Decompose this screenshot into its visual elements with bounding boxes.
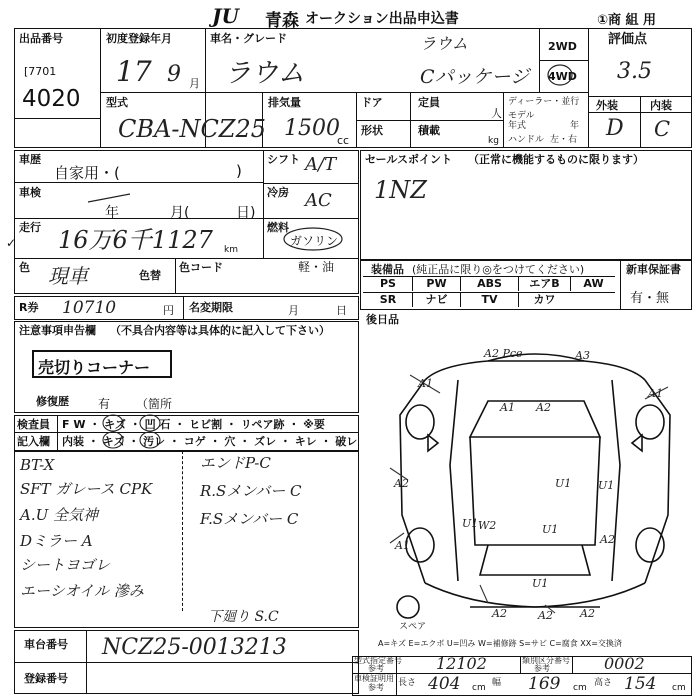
displacement-value: 1500 (284, 116, 340, 141)
warranty-value: 有・無 (630, 291, 670, 306)
inspector-note: エンドP-C (200, 454, 271, 472)
length-label: 長さ (398, 678, 417, 688)
lot-number-label: 出品番号 (19, 32, 63, 45)
inspector-note: A.U 全気神 (20, 506, 99, 524)
history-close: ) (236, 162, 242, 180)
equipment-label: 装備品 (371, 263, 404, 276)
damage-mark: U1 (542, 523, 559, 536)
inspector-note: BT-X (20, 456, 55, 474)
damage-mark: U1 (532, 577, 549, 590)
type-num-value: 12102 (436, 654, 487, 673)
stamp-text: 売切りコーナー (38, 358, 151, 377)
seat-label: ①商 組 用 (597, 13, 657, 28)
cert-label: 車検証明用 (354, 674, 394, 683)
recycle-label: R券 (19, 301, 39, 314)
height-value: 154 (624, 674, 657, 694)
first-reg-month: 9 (167, 62, 181, 87)
inspection-day-unit: 日) (236, 205, 256, 221)
checklist-label-1: 検査員 (17, 418, 50, 431)
dealer-label: ディーラー・並行 (508, 97, 580, 107)
equipment-item: ABS (460, 277, 518, 291)
capacity-label: 定員 (418, 96, 440, 109)
equipment-item: ナビ (412, 293, 460, 307)
rating-int-value: C (654, 117, 671, 141)
damage-mark: A2 (492, 607, 507, 620)
damage-mark: A2 (580, 607, 595, 620)
reg-number-label: 登録番号 (24, 672, 68, 685)
equipment-note: (純正品に限り◎をつけてください) (412, 263, 585, 276)
damage-mark: A1 (395, 539, 410, 552)
drive-4wd: 4WD (548, 70, 577, 83)
history-value: 自家用・( (54, 164, 120, 182)
damage-mark: A1 (418, 377, 433, 390)
damage-mark: A3 (575, 349, 590, 362)
equipment-item: PW (412, 277, 460, 291)
kg-unit: kg (488, 136, 499, 146)
color-label: 色 (19, 261, 30, 274)
color-shade-label: 色替 (139, 269, 161, 282)
damage-mark: U1 (598, 479, 615, 492)
fuel-label: 燃料 (267, 221, 289, 234)
class-label: 類別区分番号 (522, 656, 570, 665)
checklist-row-2: 内装 ・ キズ ・ 汚レ ・ コゲ ・ 穴 ・ ズレ ・ キレ ・ 破レ (62, 435, 358, 448)
deadline-day: 日 (336, 304, 347, 317)
mileage-value: 16万6千1127 (58, 226, 213, 254)
equipment-item: エアB (518, 277, 570, 291)
fuel-circle-mark (282, 226, 344, 252)
inspector-note: R.Sメンバー C (200, 482, 302, 500)
mileage-unit: km (224, 245, 238, 255)
equipment-item: TV (460, 293, 518, 307)
deadline-month: 月 (288, 304, 299, 317)
handle-options: 左・右 (550, 135, 578, 145)
model-year-label: モデル (508, 111, 535, 121)
shift-label: シフト (267, 153, 300, 166)
damage-mark: A2 (600, 533, 615, 546)
equipment-item: SR (379, 293, 397, 306)
sales-frame (360, 150, 692, 260)
warranty-label: 新車保証書 (626, 263, 681, 276)
ac-label: 冷房 (267, 186, 289, 199)
checklist-circle-marks (95, 413, 195, 453)
form-title: オークション出品申込書 (305, 11, 459, 27)
notes-note: （不具合内容等は具体的に記入して下さい） (110, 324, 330, 337)
org-name: 青森 (265, 11, 299, 31)
name-small: ラウム (420, 34, 468, 53)
top-frame (14, 28, 692, 148)
damage-mark: A2 (536, 401, 551, 414)
chassis-value: NCZ25-0013213 (102, 635, 287, 660)
repair-history-label: 修復歴 (36, 395, 69, 408)
height-unit: cm (672, 683, 686, 693)
inspection-dash-mark (80, 188, 140, 208)
equipment-item: AW (570, 277, 616, 291)
inspector-note: SFT ガレース CPK (20, 480, 153, 498)
sales-points-value: 1NZ (374, 176, 427, 204)
shape-label: 形状 (361, 124, 383, 137)
drive-circle-mark (540, 60, 585, 92)
damage-mark: U1 (555, 477, 572, 490)
damage-mark: A2 (538, 609, 553, 622)
damage-mark: A2 Pce (484, 347, 523, 360)
width-label: 幅 (492, 678, 502, 688)
displacement-unit: cc (337, 134, 350, 147)
checklist-label-2: 記入欄 (17, 435, 50, 448)
first-reg-label: 初度登録年月 (106, 32, 172, 45)
fuel-light: 軽・油 (298, 260, 335, 274)
equipment-item: カワ (518, 293, 570, 307)
width-value: 169 (528, 674, 561, 694)
spare-label: スペア (399, 622, 427, 632)
type-num-sub: 参考 (368, 664, 384, 673)
damage-legend: A=キズ E=エクボ U=凹み W=補修跡 S=サビ C=腐食 XX=交換済 (378, 639, 622, 648)
first-reg-month-unit: 月 (189, 77, 200, 90)
fuel-gas: ガソリン (290, 234, 339, 248)
name-grade-label: 車名・グレード (210, 32, 287, 45)
length-value: 404 (428, 674, 461, 694)
color-code-label: 色コード (179, 261, 223, 274)
car-name: ラウム (224, 58, 305, 89)
load-label: 積載 (418, 124, 440, 137)
inspection-label: 車検 (19, 186, 41, 199)
rating-label: 評価点 (608, 32, 648, 47)
damage-mark: A2 (394, 477, 409, 490)
sales-points-label: セールスポイント (365, 153, 453, 166)
inspector-note: シートヨゴレ (20, 556, 111, 574)
mileage-label: 走行 (19, 221, 41, 234)
year-unit: 年 (570, 121, 580, 131)
company-logo: JU (212, 4, 239, 28)
recycle-unit: 円 (163, 304, 174, 317)
rating-int-label: 内装 (650, 99, 672, 112)
color-value: 現車 (48, 264, 88, 288)
deadline-label: 名変期限 (189, 301, 233, 314)
year-label: 年式 (508, 121, 527, 131)
model-label: 型式 (106, 96, 128, 109)
rating-score: 3.5 (617, 59, 652, 84)
class-sub: 参考 (534, 664, 550, 673)
ac-value: AC (305, 190, 332, 211)
length-unit: cm (472, 683, 486, 693)
inspector-note: F.Sメンバー C (200, 510, 299, 528)
inspector-notes-bottom: 下廻り S.C (208, 609, 279, 625)
rating-ext-value: D (606, 116, 624, 141)
door-label: ドア (361, 96, 383, 109)
drive-2wd: 2WD (548, 40, 577, 53)
damage-mark: U1 (462, 517, 479, 530)
lot-code: [7701 (24, 65, 57, 78)
recycle-value: 10710 (62, 298, 117, 318)
chassis-label: 車台番号 (24, 638, 68, 651)
notes-label: 注意事項申告欄 (19, 324, 96, 337)
inspection-month-unit: 月( (170, 205, 190, 221)
shift-value: A/T (305, 154, 337, 175)
inspector-note: Dミラー A (20, 532, 93, 550)
cert-sub: 参考 (368, 683, 384, 692)
damage-mark: A1 (648, 387, 663, 400)
lot-number: 4020 (22, 86, 81, 112)
first-reg-year: 17 (116, 55, 152, 88)
car-grade: Cパッケージ (420, 66, 530, 88)
history-label: 車歴 (19, 153, 41, 166)
width-unit: cm (573, 683, 587, 693)
displacement-label: 排気量 (268, 96, 301, 109)
handle-label: ハンドル (508, 135, 545, 145)
rear-items-label: 後日品 (366, 313, 399, 326)
equipment-item: PS (380, 277, 396, 290)
inspector-note: エーシオイル 滲み (20, 582, 144, 600)
checklist-row-1: F W ・ キズ ・ 凹 石 ・ ヒビ割 ・ リペア跡 ・ ※要 (62, 418, 325, 431)
repair-place-label: （箇所 (136, 397, 173, 411)
inspection-year-unit: 年 (105, 205, 119, 221)
model-value: CBA-NCZ25 (118, 115, 267, 143)
class-value: 0002 (604, 654, 645, 673)
rating-ext-label: 外装 (596, 99, 618, 112)
repair-history-value: 有 (98, 397, 111, 411)
sales-points-note: （正常に機能するものに限ります） (468, 153, 644, 166)
type-num-label: 型式指定番号 (354, 656, 402, 665)
height-label: 高さ (594, 678, 613, 688)
mileage-check-mark: ✓ (6, 236, 17, 250)
person-unit: 人 (491, 107, 502, 120)
damage-mark: A1 (500, 401, 515, 414)
damage-mark: W2 (478, 519, 497, 532)
